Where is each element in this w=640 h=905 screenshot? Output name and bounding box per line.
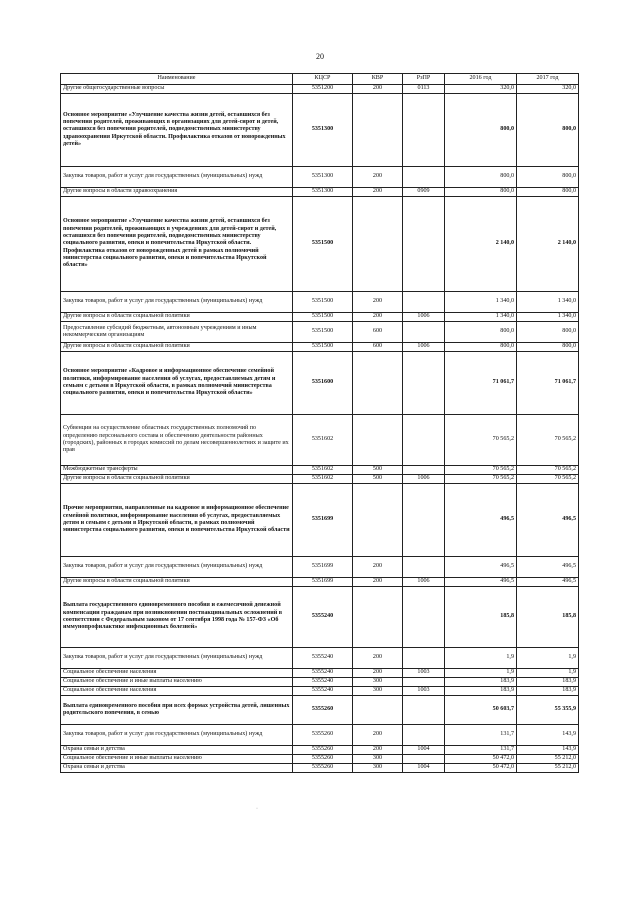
cell-name: Другие вопросы в области социальной политики [61, 578, 293, 587]
cell-rzpr [403, 197, 445, 292]
cell-v2016: 183,9 [445, 687, 517, 696]
cell-kcsr: 5351602 [293, 415, 353, 466]
table-row [61, 557, 579, 578]
table-row [61, 352, 579, 415]
cell-kcsr: 5351600 [293, 352, 353, 415]
table-row [61, 725, 579, 746]
cell-rzpr [403, 648, 445, 669]
cell-v2017: 183,9 [517, 687, 579, 696]
cell-name: Другие вопросы в области социальной политики [61, 313, 293, 322]
cell-kvr [353, 696, 403, 725]
cell-kcsr: 5351500 [293, 343, 353, 352]
cell-kcsr: 5355260 [293, 725, 353, 746]
cell-v2017: 1 340,0 [517, 292, 579, 313]
cell-name: Закупка товаров, работ и услуг для государственных (муниципальных) нужд [61, 557, 293, 578]
cell-kvr [353, 415, 403, 466]
cell-kvr: 200 [353, 578, 403, 587]
cell-kcsr: 5351699 [293, 484, 353, 557]
cell-rzpr [403, 557, 445, 578]
cell-rzpr [403, 466, 445, 475]
cell-kvr: 300 [353, 687, 403, 696]
cell-name: Социальное обеспечение населения [61, 687, 293, 696]
cell-name: Выплата государственного единовременного пособия и ежемесячной денежной компенсации гражданам при возникновении поствакцинальных осложнений в соответствии с Федеральным законом от 17 сентября 1998 года № 157-ФЗ «Об иммунопрофилактике инфекционных болезней» [61, 587, 293, 648]
table-row [61, 197, 579, 292]
cell-kvr: 600 [353, 322, 403, 343]
cell-v2017: 2 140,0 [517, 197, 579, 292]
cell-v2017: 800,0 [517, 167, 579, 188]
cell-rzpr: 1004 [403, 746, 445, 755]
cell-name: Социальное обеспечение населения [61, 669, 293, 678]
cell-v2017: 800,0 [517, 343, 579, 352]
table-row [61, 167, 579, 188]
cell-kcsr: 5355260 [293, 755, 353, 764]
cell-rzpr: 0909 [403, 188, 445, 197]
table-row [61, 85, 579, 94]
cell-kvr [353, 352, 403, 415]
cell-kvr [353, 484, 403, 557]
cell-kcsr: 5351200 [293, 85, 353, 94]
cell-v2017: 1,9 [517, 648, 579, 669]
cell-kvr: 200 [353, 557, 403, 578]
cell-v2016: 320,0 [445, 85, 517, 94]
cell-kcsr: 5351602 [293, 466, 353, 475]
cell-kvr: 200 [353, 746, 403, 755]
cell-rzpr [403, 292, 445, 313]
cell-rzpr: 0113 [403, 85, 445, 94]
cell-name: Другие вопросы в области социальной политики [61, 475, 293, 484]
budget-table [60, 73, 579, 773]
cell-v2017: 496,5 [517, 578, 579, 587]
cell-rzpr [403, 587, 445, 648]
cell-name: Прочие мероприятия, направленные на кадровое и информационное обеспечение семейной политики, информирование населения об услугах, предоставляемых детям и семьям с детьми в Иркутской области, в рамках полномочий министерства социального развития, опеки и попечительства Иркутской области [61, 484, 293, 557]
table-body [61, 85, 579, 773]
cell-kvr: 500 [353, 466, 403, 475]
table-row [61, 578, 579, 587]
cell-name: Предоставление субсидий бюджетным, автономным учреждениям и иным некоммерческим организациям [61, 322, 293, 343]
cell-rzpr [403, 696, 445, 725]
cell-v2016: 131,7 [445, 746, 517, 755]
cell-name: Охрана семьи и детства [61, 746, 293, 755]
table-row [61, 94, 579, 167]
cell-rzpr: 1006 [403, 343, 445, 352]
cell-v2017: 143,9 [517, 725, 579, 746]
cell-v2017: 496,5 [517, 484, 579, 557]
cell-kcsr: 5351300 [293, 94, 353, 167]
table-row [61, 755, 579, 764]
cell-rzpr [403, 678, 445, 687]
cell-v2016: 70 565,2 [445, 415, 517, 466]
cell-v2017: 70 565,2 [517, 415, 579, 466]
cell-rzpr [403, 322, 445, 343]
cell-v2017: 71 061,7 [517, 352, 579, 415]
cell-v2016: 1,9 [445, 648, 517, 669]
cell-v2016: 496,5 [445, 578, 517, 587]
cell-rzpr: 1006 [403, 313, 445, 322]
cell-v2016: 496,5 [445, 557, 517, 578]
cell-v2016: 800,0 [445, 188, 517, 197]
cell-kvr: 300 [353, 755, 403, 764]
cell-rzpr: 1006 [403, 578, 445, 587]
cell-kvr: 200 [353, 725, 403, 746]
page-number: 20 [316, 52, 324, 61]
cell-v2017: 55 355,9 [517, 696, 579, 725]
header-2016: 2016 год [445, 74, 517, 85]
cell-kcsr: 5351699 [293, 557, 353, 578]
header-2017: 2017 год [517, 74, 579, 85]
cell-kvr: 300 [353, 678, 403, 687]
cell-kvr: 200 [353, 85, 403, 94]
cell-rzpr: 1004 [403, 764, 445, 773]
cell-kvr [353, 587, 403, 648]
cell-v2016: 800,0 [445, 94, 517, 167]
cell-name: Субвенции на осуществление областных государственных полномочий по определению персонального состава и обеспечению деятельности районных (городских), районных в городах комиссий по делам несовершеннолетних и защите их прав [61, 415, 293, 466]
cell-v2016: 70 565,2 [445, 475, 517, 484]
table-row [61, 466, 579, 475]
cell-kcsr: 5355240 [293, 648, 353, 669]
cell-name: Охрана семьи и детства [61, 764, 293, 773]
cell-v2017: 70 565,2 [517, 475, 579, 484]
cell-v2016: 800,0 [445, 343, 517, 352]
table-row [61, 746, 579, 755]
cell-v2016: 2 140,0 [445, 197, 517, 292]
cell-name: Другие вопросы в области здравоохранения [61, 188, 293, 197]
header-name: Наименование [61, 74, 293, 85]
cell-rzpr: 1003 [403, 669, 445, 678]
table-row [61, 687, 579, 696]
cell-kcsr: 5355240 [293, 678, 353, 687]
cell-v2017: 800,0 [517, 322, 579, 343]
cell-kcsr: 5351500 [293, 197, 353, 292]
scan-mark: · [256, 806, 258, 812]
cell-v2016: 496,5 [445, 484, 517, 557]
cell-v2016: 71 061,7 [445, 352, 517, 415]
cell-kvr: 300 [353, 764, 403, 773]
header-rzpr: РзПР [403, 74, 445, 85]
cell-kcsr: 5351300 [293, 188, 353, 197]
cell-v2017: 320,0 [517, 85, 579, 94]
cell-v2017: 55 212,0 [517, 755, 579, 764]
cell-name: Основное мероприятие «Улучшение качества жизни детей, оставшихся без попечения родителей, проживающих в учреждениях для детей-сирот и детей, оставшихся без попечения родителей, подведомственных министерству социального развития, опеки и попечительства Иркутской области. Профилактика отказов от новорожденных детей в рамках полномочий министерства социального развития, опеки и попечительства Иркутской области» [61, 197, 293, 292]
table-row [61, 678, 579, 687]
table-row [61, 484, 579, 557]
cell-kvr: 200 [353, 188, 403, 197]
cell-v2016: 131,7 [445, 725, 517, 746]
cell-v2016: 183,9 [445, 678, 517, 687]
cell-kcsr: 5351500 [293, 313, 353, 322]
cell-name: Другие вопросы в области социальной политики [61, 343, 293, 352]
cell-kvr: 200 [353, 648, 403, 669]
cell-kvr [353, 197, 403, 292]
cell-rzpr [403, 94, 445, 167]
cell-v2016: 185,8 [445, 587, 517, 648]
table-row [61, 648, 579, 669]
cell-rzpr [403, 167, 445, 188]
cell-kvr: 200 [353, 292, 403, 313]
table-row [61, 587, 579, 648]
table-row [61, 696, 579, 725]
cell-v2017: 800,0 [517, 188, 579, 197]
cell-name: Социальное обеспечение и иные выплаты населению [61, 678, 293, 687]
cell-kcsr: 5355260 [293, 764, 353, 773]
cell-kcsr: 5355240 [293, 587, 353, 648]
header-kvr: КВР [353, 74, 403, 85]
cell-kcsr: 5355260 [293, 746, 353, 755]
cell-v2017: 496,5 [517, 557, 579, 578]
cell-v2016: 70 565,2 [445, 466, 517, 475]
cell-kcsr: 5355240 [293, 669, 353, 678]
table-row [61, 292, 579, 313]
cell-v2017: 143,9 [517, 746, 579, 755]
cell-kvr: 200 [353, 313, 403, 322]
cell-name: Основное мероприятие «Кадровое и информационное обеспечение семейной политики, информирование населения об услугах, предоставляемых детям и семьям с детьми в Иркутской области, в рамках полномочий министерства социального развития, опеки и попечительства Иркутской области» [61, 352, 293, 415]
cell-v2016: 1,9 [445, 669, 517, 678]
cell-name: Закупка товаров, работ и услуг для государственных (муниципальных) нужд [61, 648, 293, 669]
cell-v2017: 1,9 [517, 669, 579, 678]
cell-name: Межбюджетные трансферты [61, 466, 293, 475]
table-row [61, 415, 579, 466]
table-row [61, 475, 579, 484]
cell-v2016: 800,0 [445, 322, 517, 343]
cell-kcsr: 5351699 [293, 578, 353, 587]
cell-kcsr: 5355240 [293, 687, 353, 696]
cell-name: Закупка товаров, работ и услуг для государственных (муниципальных) нужд [61, 725, 293, 746]
cell-v2016: 1 340,0 [445, 292, 517, 313]
cell-name: Закупка товаров, работ и услуг для государственных (муниципальных) нужд [61, 167, 293, 188]
cell-v2017: 1 340,0 [517, 313, 579, 322]
cell-v2017: 185,8 [517, 587, 579, 648]
table-row [61, 669, 579, 678]
cell-rzpr [403, 725, 445, 746]
cell-name: Социальное обеспечение и иные выплаты населению [61, 755, 293, 764]
cell-kvr: 200 [353, 167, 403, 188]
table-header-row [61, 74, 579, 85]
cell-rzpr: 1003 [403, 687, 445, 696]
cell-v2016: 1 340,0 [445, 313, 517, 322]
cell-kvr: 500 [353, 475, 403, 484]
cell-v2017: 183,9 [517, 678, 579, 687]
header-kcsr: КЦСР [293, 74, 353, 85]
cell-kcsr: 5355260 [293, 696, 353, 725]
table-row [61, 764, 579, 773]
cell-v2017: 55 212,0 [517, 764, 579, 773]
table-row [61, 343, 579, 352]
table-row [61, 188, 579, 197]
cell-kcsr: 5351602 [293, 475, 353, 484]
cell-rzpr: 1006 [403, 475, 445, 484]
cell-v2016: 800,0 [445, 167, 517, 188]
cell-name: Выплата единовременного пособия при всех формах устройства детей, лишенных родительского попечения, в семью [61, 696, 293, 725]
cell-rzpr [403, 484, 445, 557]
cell-v2017: 70 565,2 [517, 466, 579, 475]
cell-name: Закупка товаров, работ и услуг для государственных (муниципальных) нужд [61, 292, 293, 313]
table-row [61, 322, 579, 343]
cell-name: Основное мероприятие «Улучшение качества жизни детей, оставшихся без попечения родителей, проживающих в организациях для детей-сирот и детей, оставшихся без попечения родителей, подведомственных министерству здравоохранения Иркутской области. Профилактика отказов от новорожденных детей» [61, 94, 293, 167]
cell-kcsr: 5351300 [293, 167, 353, 188]
table-row [61, 313, 579, 322]
cell-kcsr: 5351500 [293, 322, 353, 343]
cell-kvr [353, 94, 403, 167]
cell-kcsr: 5351500 [293, 292, 353, 313]
cell-name: Другие общегосударственные вопросы [61, 85, 293, 94]
cell-rzpr [403, 415, 445, 466]
cell-kvr: 200 [353, 669, 403, 678]
cell-v2017: 800,0 [517, 94, 579, 167]
cell-v2016: 50 603,7 [445, 696, 517, 725]
cell-kvr: 600 [353, 343, 403, 352]
cell-rzpr [403, 755, 445, 764]
cell-rzpr [403, 352, 445, 415]
cell-v2016: 50 472,0 [445, 764, 517, 773]
cell-v2016: 50 472,0 [445, 755, 517, 764]
